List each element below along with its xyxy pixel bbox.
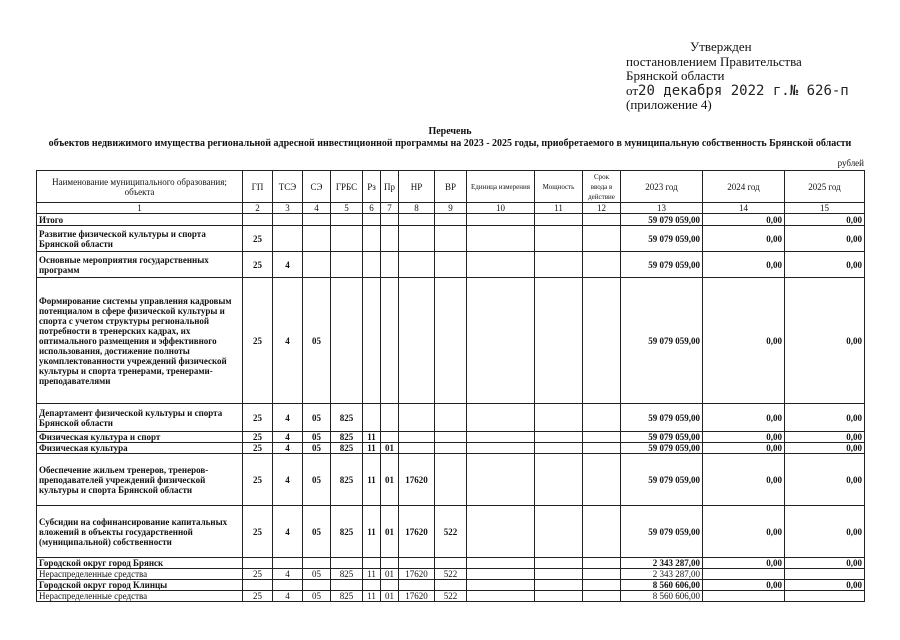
cell-nr: 17620 (399, 569, 435, 580)
row-name: Субсидии на софинансирование капитальных вложений в объекты государственной (муниципальной) собственности (37, 506, 243, 558)
column-number: 11 (535, 203, 583, 214)
cell-grbs: 825 (331, 591, 363, 602)
cell-2025: 0,00 (785, 443, 865, 454)
cell-2025: 0,00 (785, 506, 865, 558)
cell-2023: 59 079 059,00 (621, 278, 703, 404)
approval-resolution: постановлением Правительства (626, 53, 802, 69)
header-cell: Мощность (535, 171, 583, 203)
cell-se (303, 580, 331, 591)
cell-tse: 4 (273, 443, 303, 454)
cell-capacity (535, 226, 583, 252)
row-name: Городской округ город Клинцы (37, 580, 243, 591)
cell-se (303, 558, 331, 569)
cell-gp: 25 (243, 226, 273, 252)
cell-nr (399, 432, 435, 443)
cell-gp (243, 214, 273, 226)
cell-2024: 0,00 (703, 454, 785, 506)
cell-rz (363, 580, 381, 591)
cell-nr (399, 404, 435, 432)
cell-nr: 17620 (399, 454, 435, 506)
approval-block (626, 40, 849, 113)
row-name: Городской округ город Брянск (37, 558, 243, 569)
approval-appendix: (приложение 4) (626, 97, 712, 113)
cell-unit (467, 252, 535, 278)
row-name: Обеспечение жильем тренеров, тренеров-преподавателей учреждений физической культуры и спорта Брянской области (37, 454, 243, 506)
cell-rz: 11 (363, 591, 381, 602)
cell-2025: 0,00 (785, 454, 865, 506)
cell-tse: 4 (273, 252, 303, 278)
cell-capacity (535, 432, 583, 443)
cell-term (583, 252, 621, 278)
cell-unit (467, 432, 535, 443)
cell-capacity (535, 506, 583, 558)
cell-gp: 25 (243, 506, 273, 558)
cell-tse (273, 226, 303, 252)
cell-vr (435, 252, 467, 278)
cell-2024: 0,00 (703, 558, 785, 569)
header-cell: Рз (363, 171, 381, 203)
cell-2023: 59 079 059,00 (621, 506, 703, 558)
cell-unit (467, 278, 535, 404)
cell-se: 05 (303, 404, 331, 432)
cell-term (583, 443, 621, 454)
cell-2023: 59 079 059,00 (621, 214, 703, 226)
cell-pr: 01 (381, 454, 399, 506)
row-name: Итого (37, 214, 243, 226)
header-cell: ГРБС (331, 171, 363, 203)
cell-rz (363, 558, 381, 569)
cell-vr (435, 214, 467, 226)
cell-se (303, 214, 331, 226)
cell-unit (467, 591, 535, 602)
cell-2025: 0,00 (785, 226, 865, 252)
cell-tse: 4 (273, 404, 303, 432)
cell-tse (273, 580, 303, 591)
column-number: 15 (785, 203, 865, 214)
header-cell: СЭ (303, 171, 331, 203)
header-cell: ГП (243, 171, 273, 203)
cell-gp (243, 580, 273, 591)
header-cell: Пр (381, 171, 399, 203)
table-row (37, 214, 865, 226)
cell-unit (467, 404, 535, 432)
cell-2024: 0,00 (703, 404, 785, 432)
cell-term (583, 558, 621, 569)
cell-grbs (331, 226, 363, 252)
cell-2023: 59 079 059,00 (621, 226, 703, 252)
row-name: Физическая культура (37, 443, 243, 454)
cell-capacity (535, 454, 583, 506)
cell-gp: 25 (243, 432, 273, 443)
cell-vr (435, 558, 467, 569)
cell-2024: 0,00 (703, 226, 785, 252)
cell-se: 05 (303, 454, 331, 506)
approval-region: Брянской области (626, 68, 725, 84)
cell-term (583, 432, 621, 443)
cell-capacity (535, 278, 583, 404)
cell-grbs: 825 (331, 443, 363, 454)
cell-2025: 0,00 (785, 252, 865, 278)
column-number: 12 (583, 203, 621, 214)
column-number: 6 (363, 203, 381, 214)
row-name: Формирование системы управления кадровым потенциалом в сфере физической культуры и спорта с учетом структуры региональной потребности в тренерских кадрах, их оптимального размещения и эффективного использования, достижение полноты укомплектованности учреждений физической культуры и спорта тренерами, тренерами-преподавателями (37, 278, 243, 404)
cell-vr: 522 (435, 569, 467, 580)
cell-gp (243, 558, 273, 569)
cell-rz: 11 (363, 432, 381, 443)
cell-rz (363, 214, 381, 226)
column-number: 7 (381, 203, 399, 214)
cell-gp: 25 (243, 278, 273, 404)
column-number: 2 (243, 203, 273, 214)
cell-2025: 0,00 (785, 580, 865, 591)
cell-grbs (331, 558, 363, 569)
cell-grbs (331, 278, 363, 404)
cell-rz: 11 (363, 454, 381, 506)
cell-rz: 11 (363, 569, 381, 580)
cell-capacity (535, 558, 583, 569)
header-cell: Срок ввода в действие (583, 171, 621, 203)
cell-pr: 01 (381, 506, 399, 558)
cell-gp: 25 (243, 252, 273, 278)
cell-unit (467, 214, 535, 226)
cell-term (583, 591, 621, 602)
column-number: 8 (399, 203, 435, 214)
cell-2023: 8 560 606,00 (621, 591, 703, 602)
cell-pr (381, 278, 399, 404)
cell-unit (467, 443, 535, 454)
cell-pr: 01 (381, 569, 399, 580)
cell-gp: 25 (243, 569, 273, 580)
cell-se: 05 (303, 569, 331, 580)
cell-vr: 522 (435, 591, 467, 602)
cell-nr (399, 580, 435, 591)
cell-se (303, 252, 331, 278)
cell-vr: 522 (435, 506, 467, 558)
cell-gp: 25 (243, 591, 273, 602)
table-row (37, 443, 865, 454)
cell-se (303, 226, 331, 252)
document-title: Перечень (428, 126, 472, 137)
cell-tse: 4 (273, 432, 303, 443)
cell-pr: 01 (381, 443, 399, 454)
cell-unit (467, 580, 535, 591)
cell-2024: 0,00 (703, 506, 785, 558)
cell-capacity (535, 569, 583, 580)
cell-2025: 0,00 (785, 404, 865, 432)
cell-2023: 59 079 059,00 (621, 404, 703, 432)
cell-pr (381, 580, 399, 591)
cell-rz: 11 (363, 506, 381, 558)
row-name: Нераспределенные средства (37, 591, 243, 602)
header-cell: 2023 год (621, 171, 703, 203)
cell-2024 (703, 569, 785, 580)
cell-capacity (535, 591, 583, 602)
cell-nr: 17620 (399, 506, 435, 558)
approval-date-prefix: от (626, 82, 639, 98)
cell-gp: 25 (243, 443, 273, 454)
cell-se: 05 (303, 278, 331, 404)
cell-2024: 0,00 (703, 252, 785, 278)
cell-nr (399, 214, 435, 226)
cell-capacity (535, 580, 583, 591)
cell-unit (467, 226, 535, 252)
column-number: 5 (331, 203, 363, 214)
cell-nr (399, 558, 435, 569)
cell-vr (435, 226, 467, 252)
cell-term (583, 569, 621, 580)
cell-se: 05 (303, 432, 331, 443)
cell-nr (399, 226, 435, 252)
row-name: Основные мероприятия государственных программ (37, 252, 243, 278)
cell-2025: 0,00 (785, 214, 865, 226)
cell-grbs: 825 (331, 454, 363, 506)
cell-2024: 0,00 (703, 443, 785, 454)
cell-unit (467, 454, 535, 506)
cell-pr: 01 (381, 591, 399, 602)
table-row (37, 558, 865, 569)
row-name: Развитие физической культуры и спорта Брянской области (37, 226, 243, 252)
column-number: 3 (273, 203, 303, 214)
table-body (37, 214, 865, 602)
cell-2024: 0,00 (703, 278, 785, 404)
column-number-row (37, 203, 865, 214)
cell-2024: 0,00 (703, 214, 785, 226)
cell-vr (435, 432, 467, 443)
cell-pr (381, 558, 399, 569)
cell-term (583, 404, 621, 432)
header-cell: Наименование муниципального образования; объекта (37, 171, 243, 203)
cell-term (583, 214, 621, 226)
cell-capacity (535, 404, 583, 432)
cell-rz (363, 404, 381, 432)
table-row (37, 404, 865, 432)
cell-grbs: 825 (331, 569, 363, 580)
cell-pr (381, 252, 399, 278)
cell-2025 (785, 569, 865, 580)
header-row (37, 171, 865, 203)
table-row (37, 226, 865, 252)
cell-2025: 0,00 (785, 432, 865, 443)
column-number: 13 (621, 203, 703, 214)
cell-grbs: 825 (331, 506, 363, 558)
cell-se: 05 (303, 591, 331, 602)
header-cell: 2025 год (785, 171, 865, 203)
cell-2024: 0,00 (703, 580, 785, 591)
approval-date-handwritten: 20 декабря 2022 г.№ 626-п (638, 82, 849, 99)
cell-term (583, 278, 621, 404)
cell-unit (467, 569, 535, 580)
cell-term (583, 454, 621, 506)
header-cell: 2024 год (703, 171, 785, 203)
cell-2025: 0,00 (785, 558, 865, 569)
header-cell: ВР (435, 171, 467, 203)
table-row (37, 252, 865, 278)
cell-term (583, 506, 621, 558)
cell-nr (399, 443, 435, 454)
cell-rz (363, 278, 381, 404)
document-subtitle: объектов недвижимого имущества региональной адресной инвестиционной программы на 2023 - 2025 годы, приобретаемого в муниципальную собственность Брянской области (48, 138, 852, 149)
cell-2023: 59 079 059,00 (621, 252, 703, 278)
cell-pr (381, 404, 399, 432)
table-row (37, 580, 865, 591)
header-cell: ТСЭ (273, 171, 303, 203)
cell-gp: 25 (243, 454, 273, 506)
table-row (37, 432, 865, 443)
cell-2025: 0,00 (785, 278, 865, 404)
cell-nr: 17620 (399, 591, 435, 602)
investment-table (36, 170, 865, 602)
row-name: Департамент физической культуры и спорта Брянской области (37, 404, 243, 432)
cell-vr (435, 443, 467, 454)
cell-2024: 0,00 (703, 432, 785, 443)
approval-title: Утвержден (690, 39, 752, 54)
cell-tse (273, 214, 303, 226)
table-row (37, 569, 865, 580)
cell-2024 (703, 591, 785, 602)
cell-tse: 4 (273, 569, 303, 580)
cell-grbs (331, 252, 363, 278)
cell-2023: 59 079 059,00 (621, 454, 703, 506)
currency-label: рублей (837, 158, 864, 168)
table-row (37, 506, 865, 558)
cell-2023: 2 343 287,00 (621, 558, 703, 569)
cell-term (583, 226, 621, 252)
cell-unit (467, 506, 535, 558)
column-number: 14 (703, 203, 785, 214)
cell-grbs (331, 214, 363, 226)
cell-pr (381, 432, 399, 443)
table-row (37, 278, 865, 404)
header-cell: Единица измерения (467, 171, 535, 203)
cell-2023: 8 560 606,00 (621, 580, 703, 591)
cell-pr (381, 214, 399, 226)
approval-date-row (626, 84, 849, 99)
cell-grbs (331, 580, 363, 591)
row-name: Нераспределенные средства (37, 569, 243, 580)
cell-rz (363, 252, 381, 278)
cell-capacity (535, 214, 583, 226)
cell-2025 (785, 591, 865, 602)
cell-pr (381, 226, 399, 252)
cell-gp: 25 (243, 404, 273, 432)
cell-nr (399, 278, 435, 404)
cell-nr (399, 252, 435, 278)
cell-rz (363, 226, 381, 252)
cell-vr (435, 580, 467, 591)
table-row (37, 454, 865, 506)
cell-tse: 4 (273, 278, 303, 404)
cell-tse (273, 558, 303, 569)
cell-grbs: 825 (331, 404, 363, 432)
row-name: Физическая культура и спорт (37, 432, 243, 443)
cell-tse: 4 (273, 506, 303, 558)
column-number: 4 (303, 203, 331, 214)
cell-se: 05 (303, 506, 331, 558)
cell-capacity (535, 443, 583, 454)
cell-2023: 59 079 059,00 (621, 432, 703, 443)
cell-capacity (535, 252, 583, 278)
cell-term (583, 580, 621, 591)
cell-vr (435, 278, 467, 404)
cell-2023: 2 343 287,00 (621, 569, 703, 580)
cell-se: 05 (303, 443, 331, 454)
cell-tse: 4 (273, 591, 303, 602)
column-number: 10 (467, 203, 535, 214)
cell-unit (467, 558, 535, 569)
cell-rz: 11 (363, 443, 381, 454)
cell-vr (435, 404, 467, 432)
cell-vr (435, 454, 467, 506)
cell-grbs: 825 (331, 432, 363, 443)
column-number: 9 (435, 203, 467, 214)
cell-tse: 4 (273, 454, 303, 506)
cell-2023: 59 079 059,00 (621, 443, 703, 454)
table-row (37, 591, 865, 602)
column-number: 1 (37, 203, 243, 214)
header-cell: НР (399, 171, 435, 203)
